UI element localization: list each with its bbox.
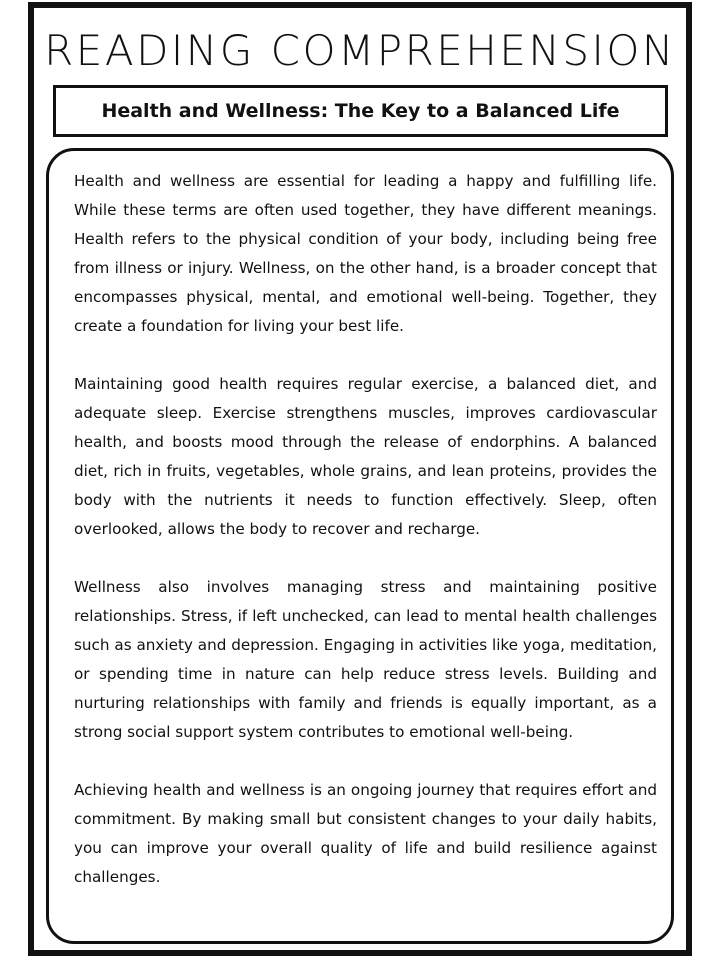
passage-paragraph-2: Maintaining good health requires regular exercise, a balanced diet, and adequate sleep. Exercise strengthens muscles, improves cardiovascular health, and boosts mood through the release of endorphins. A balanced diet, rich in fruits, vegetables, whole grains, and lean proteins, provides the body with the nutrients it needs to function effectively. Sleep, often overlooked, allows the body to recover and recharge.	[74, 375, 657, 538]
passage-box	[46, 148, 674, 944]
passage-paragraph-3: Wellness also involves managing stress and maintaining positive relationships. Stress, if left unchecked, can lead to mental health challenges such as anxiety and depression. Engaging in activities like yoga, meditation, or spending time in nature can help reduce stress levels. Building and nurturing relationships with family and friends is equally important, as a strong social support system contributes to emotional well-being.	[74, 578, 657, 741]
title-box	[53, 85, 668, 137]
worksheet-heading: READING COMPREHENSION	[44, 26, 676, 75]
passage-title: Health and Wellness: The Key to a Balanced Life	[101, 100, 620, 122]
passage-paragraph-4: Achieving health and wellness is an ongoing journey that requires effort and commitment. By making small but consistent changes to your daily habits, you can improve your overall quality of life and build resilience against challenges.	[74, 781, 657, 886]
worksheet-frame	[28, 2, 692, 956]
passage-paragraph-1: Health and wellness are essential for leading a happy and fulfilling life. While these terms are often used together, they have different meanings. Health refers to the physical condition of your body, including being free from illness or injury. Wellness, on the other hand, is a broader concept that encompasses physical, mental, and emotional well-being. Together, they create a foundation for living your best life.	[74, 172, 657, 335]
